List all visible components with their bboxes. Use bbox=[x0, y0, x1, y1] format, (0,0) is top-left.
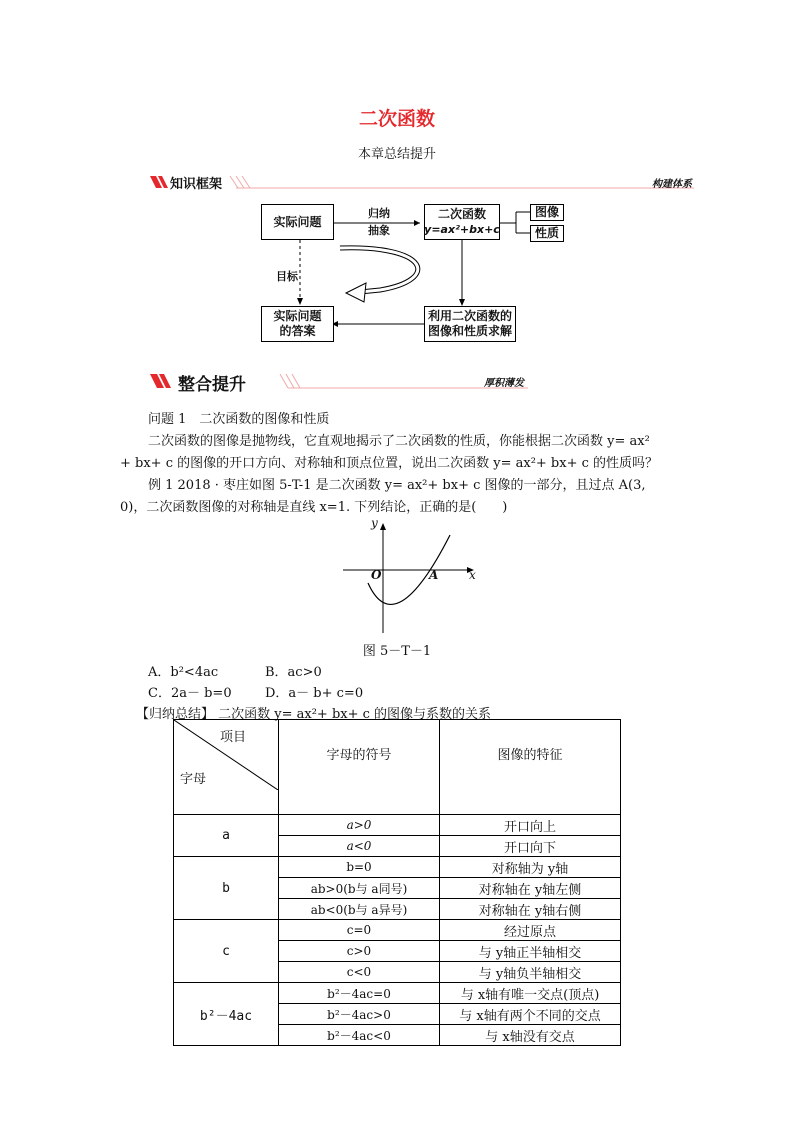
row-sign: c<0 bbox=[279, 962, 440, 983]
image-box bbox=[530, 204, 564, 221]
quadratic-line1: 二次函数 bbox=[437, 207, 486, 221]
row-feature: 对称轴在 y轴右侧 bbox=[440, 899, 621, 920]
property-label: 性质 bbox=[534, 226, 559, 240]
row-letter: c bbox=[174, 920, 279, 983]
knowledge-diagram bbox=[0, 0, 794, 360]
row-feature: 与 x轴有两个不同的交点 bbox=[440, 1004, 621, 1025]
answer-line1: 实际问题 bbox=[273, 309, 322, 323]
diagram-connectors bbox=[0, 0, 794, 360]
answer-box bbox=[261, 306, 334, 342]
table-row bbox=[174, 983, 621, 1004]
section-tag: 厚积薄发 bbox=[484, 378, 524, 389]
row-sign: b²－4ac<0 bbox=[279, 1025, 440, 1046]
row-feature: 与 x轴没有交点 bbox=[440, 1025, 621, 1046]
figure-caption: 图 5－T－1 bbox=[362, 644, 432, 659]
actual-problem-label: 实际问题 bbox=[273, 214, 322, 229]
row-sign: b=0 bbox=[279, 857, 440, 878]
section-label: 整合提升 bbox=[178, 375, 246, 395]
quadratic-function-box bbox=[424, 204, 500, 240]
row-sign: a>0 bbox=[279, 815, 440, 836]
solve-line2: 图像和性质求解 bbox=[427, 324, 512, 338]
option-c: C．2a－ b=0 bbox=[148, 686, 232, 701]
row-sign: a<0 bbox=[279, 836, 440, 857]
table-row bbox=[174, 920, 621, 941]
arrow-label-abstract: 抽象 bbox=[368, 224, 390, 237]
row-feature: 与 y轴负半轴相交 bbox=[440, 962, 621, 983]
row-sign: b²－4ac=0 bbox=[279, 983, 440, 1004]
header-item: 项目 bbox=[220, 730, 247, 745]
summary-heading: 【归纳总结】 二次函数 y= ax²+ bx+ c 的图像与系数的关系 bbox=[136, 707, 492, 722]
row-sign: b²－4ac>0 bbox=[279, 1004, 440, 1025]
table-row bbox=[174, 815, 621, 836]
option-b: B．ac>0 bbox=[265, 665, 322, 680]
answer-line2: 的答案 bbox=[279, 324, 316, 338]
x-axis-label: x bbox=[469, 568, 476, 582]
option-d: D．a－ b+ c=0 bbox=[265, 686, 364, 701]
row-letter: b²－4ac bbox=[174, 983, 279, 1046]
header-feature: 图像的特征 bbox=[440, 720, 621, 815]
row-letter: b bbox=[174, 857, 279, 920]
section-tag: 构建体系 bbox=[652, 179, 692, 190]
row-sign: c=0 bbox=[279, 920, 440, 941]
row-feature: 开口向下 bbox=[440, 836, 621, 857]
image-label: 图像 bbox=[534, 205, 559, 219]
example-line2: 0)，二次函数图像的对称轴是直线 x=1. 下列结论，正确的是( ) bbox=[120, 500, 508, 515]
summary-table bbox=[173, 719, 621, 1046]
page-title: 二次函数 bbox=[358, 108, 435, 130]
row-letter: a bbox=[174, 815, 279, 857]
solve-box bbox=[424, 306, 516, 342]
parabola-svg bbox=[335, 513, 485, 638]
table-row bbox=[174, 857, 621, 878]
row-sign: c>0 bbox=[279, 941, 440, 962]
parabola-graph bbox=[335, 513, 485, 638]
header-letter: 字母 bbox=[180, 772, 207, 787]
row-feature: 与 x轴有唯一交点(顶点) bbox=[440, 983, 621, 1004]
arrow-label-induce: 归纳 bbox=[368, 207, 390, 220]
page-subtitle: 本章总结提升 bbox=[357, 147, 436, 162]
property-box bbox=[530, 225, 564, 242]
solve-line1: 利用二次函数的 bbox=[427, 309, 512, 323]
table-header-row bbox=[174, 720, 621, 815]
target-label: 目标 bbox=[276, 270, 298, 283]
actual-problem-box bbox=[261, 204, 334, 240]
example-line1: 例 1 2018 · 枣庄如图 5-T-1 是二次函数 y= ax²+ bx+ c 图像的一部分，且过点 A(3, bbox=[148, 478, 646, 493]
quadratic-line2: y=ax²+bx+c bbox=[424, 223, 500, 236]
row-feature: 与 y轴正半轴相交 bbox=[440, 941, 621, 962]
problem-para-line1: 二次函数的图像是抛物线，它直观地揭示了二次函数的性质，你能根据二次函数 y= ax² bbox=[148, 434, 650, 449]
row-sign: ab<0(b与 a异号) bbox=[279, 899, 440, 920]
row-feature: 对称轴为 y轴 bbox=[440, 857, 621, 878]
origin-label: O bbox=[371, 568, 382, 582]
option-a: A．b²<4ac bbox=[148, 665, 219, 680]
header-sign: 字母的符号 bbox=[279, 720, 440, 815]
problem-para-line2: + bx+ c 的图像的开口方向、对称轴和顶点位置，说出二次函数 y= ax²+ bx+ c 的性质吗？ bbox=[120, 456, 659, 471]
header-diagonal-cell bbox=[174, 720, 279, 815]
row-feature: 开口向上 bbox=[440, 815, 621, 836]
row-feature: 对称轴在 y轴左侧 bbox=[440, 878, 621, 899]
row-feature: 经过原点 bbox=[440, 920, 621, 941]
y-axis-label: y bbox=[371, 516, 378, 530]
point-a-label: A bbox=[429, 568, 439, 582]
problem-heading: 问题 1 二次函数的图像和性质 bbox=[148, 412, 330, 427]
row-sign: ab>0(b与 a同号) bbox=[279, 878, 440, 899]
section-header-integration bbox=[148, 370, 528, 395]
section-label: 知识框架 bbox=[170, 177, 223, 192]
